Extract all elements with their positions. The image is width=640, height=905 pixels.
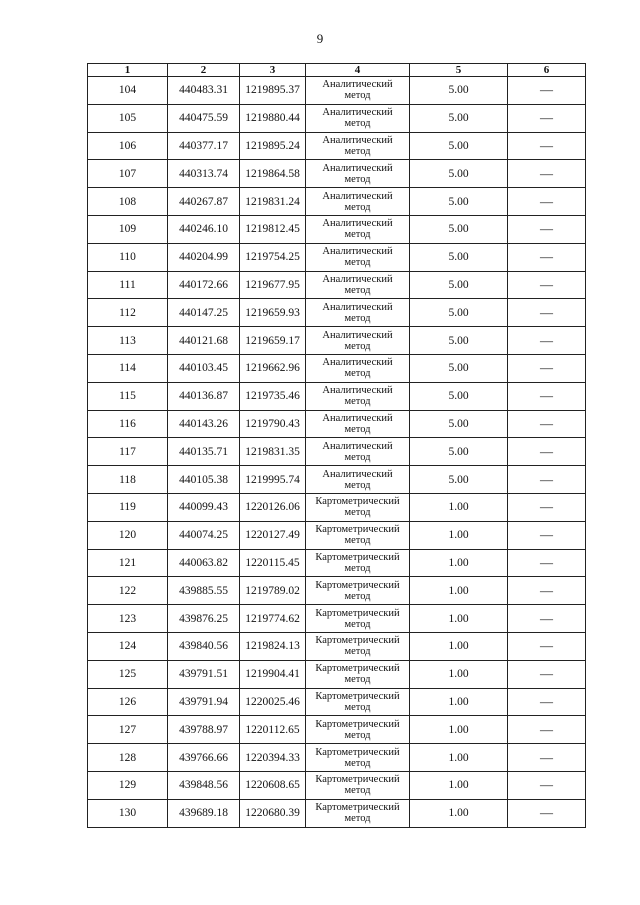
accuracy-cell: 5.00 <box>410 466 508 494</box>
method-line-2: метод <box>344 813 371 825</box>
method-line-2: метод <box>344 562 371 574</box>
table-row <box>88 521 586 549</box>
method-line-1: Аналитический <box>322 107 393 119</box>
table-row <box>88 438 586 466</box>
table-row <box>88 410 586 438</box>
accuracy-cell: 1.00 <box>410 521 508 549</box>
accuracy-cell: 5.00 <box>410 410 508 438</box>
method-line-2: метод <box>344 479 371 491</box>
method-line-1: Картометрический <box>315 496 400 508</box>
note-cell: — <box>508 410 586 438</box>
method-cell <box>306 410 410 438</box>
method-line-2: метод <box>344 451 371 463</box>
x-coordinate-cell: 439885.55 <box>168 577 240 605</box>
accuracy-cell: 1.00 <box>410 660 508 688</box>
method-cell <box>306 160 410 188</box>
table-row <box>88 271 586 299</box>
y-coordinate-cell: 1219895.24 <box>240 132 306 160</box>
method-line-2: метод <box>344 201 371 213</box>
accuracy-cell: 1.00 <box>410 744 508 772</box>
method-cell <box>306 215 410 243</box>
x-coordinate-cell: 440103.45 <box>168 354 240 382</box>
point-number-cell: 130 <box>88 799 168 827</box>
y-coordinate-cell: 1219677.95 <box>240 271 306 299</box>
note-cell: — <box>508 77 586 105</box>
table-row <box>88 215 586 243</box>
note-cell: — <box>508 327 586 355</box>
y-coordinate-cell: 1219895.37 <box>240 77 306 105</box>
note-cell: — <box>508 716 586 744</box>
table-header-row <box>88 64 586 77</box>
table-row <box>88 160 586 188</box>
y-coordinate-cell: 1219662.96 <box>240 354 306 382</box>
method-line-1: Картометрический <box>315 579 400 591</box>
table-row <box>88 744 586 772</box>
method-cell <box>306 354 410 382</box>
method-cell <box>306 771 410 799</box>
method-cell <box>306 799 410 827</box>
x-coordinate-cell: 439876.25 <box>168 605 240 633</box>
method-line-2: метод <box>344 674 371 686</box>
accuracy-cell: 5.00 <box>410 104 508 132</box>
point-number-cell: 113 <box>88 327 168 355</box>
accuracy-cell: 5.00 <box>410 354 508 382</box>
method-cell <box>306 132 410 160</box>
point-number-cell: 128 <box>88 744 168 772</box>
method-cell <box>306 549 410 577</box>
accuracy-cell: 1.00 <box>410 549 508 577</box>
x-coordinate-cell: 440267.87 <box>168 188 240 216</box>
table-row <box>88 660 586 688</box>
accuracy-cell: 5.00 <box>410 160 508 188</box>
point-number-cell: 129 <box>88 771 168 799</box>
method-cell <box>306 493 410 521</box>
accuracy-cell: 5.00 <box>410 215 508 243</box>
note-cell: — <box>508 466 586 494</box>
column-header-3: 3 <box>240 64 306 77</box>
note-cell: — <box>508 132 586 160</box>
table-row <box>88 577 586 605</box>
table-row <box>88 188 586 216</box>
y-coordinate-cell: 1219754.25 <box>240 243 306 271</box>
method-line-1: Картометрический <box>315 802 400 814</box>
accuracy-cell: 1.00 <box>410 799 508 827</box>
y-coordinate-cell: 1219831.24 <box>240 188 306 216</box>
x-coordinate-cell: 439788.97 <box>168 716 240 744</box>
y-coordinate-cell: 1219735.46 <box>240 382 306 410</box>
y-coordinate-cell: 1219789.02 <box>240 577 306 605</box>
column-header-4: 4 <box>306 64 410 77</box>
method-line-1: Картометрический <box>315 551 400 563</box>
table-row <box>88 104 586 132</box>
table-row <box>88 688 586 716</box>
point-number-cell: 117 <box>88 438 168 466</box>
method-line-1: Картометрический <box>315 663 400 675</box>
note-cell: — <box>508 104 586 132</box>
note-cell: — <box>508 382 586 410</box>
y-coordinate-cell: 1219790.43 <box>240 410 306 438</box>
note-cell: — <box>508 299 586 327</box>
x-coordinate-cell: 440147.25 <box>168 299 240 327</box>
method-cell <box>306 660 410 688</box>
y-coordinate-cell: 1219831.35 <box>240 438 306 466</box>
y-coordinate-cell: 1220126.06 <box>240 493 306 521</box>
method-line-1: Аналитический <box>322 329 393 341</box>
method-cell <box>306 77 410 105</box>
point-number-cell: 119 <box>88 493 168 521</box>
method-line-1: Картометрический <box>315 607 400 619</box>
point-number-cell: 114 <box>88 354 168 382</box>
x-coordinate-cell: 439848.56 <box>168 771 240 799</box>
method-line-2: метод <box>344 118 371 130</box>
method-line-2: метод <box>344 229 371 241</box>
y-coordinate-cell: 1219904.41 <box>240 660 306 688</box>
point-number-cell: 106 <box>88 132 168 160</box>
method-line-2: метод <box>344 590 371 602</box>
method-line-2: метод <box>344 368 371 380</box>
method-line-2: метод <box>344 535 371 547</box>
table-row <box>88 771 586 799</box>
accuracy-cell: 5.00 <box>410 438 508 466</box>
point-number-cell: 116 <box>88 410 168 438</box>
table-row <box>88 243 586 271</box>
y-coordinate-cell: 1219659.93 <box>240 299 306 327</box>
method-cell <box>306 466 410 494</box>
x-coordinate-cell: 439689.18 <box>168 799 240 827</box>
method-cell <box>306 438 410 466</box>
table-row <box>88 605 586 633</box>
method-line-1: Аналитический <box>322 246 393 258</box>
method-line-2: метод <box>344 284 371 296</box>
x-coordinate-cell: 440483.31 <box>168 77 240 105</box>
method-line-2: метод <box>344 785 371 797</box>
point-number-cell: 120 <box>88 521 168 549</box>
method-line-1: Картометрический <box>315 774 400 786</box>
method-line-2: метод <box>344 646 371 658</box>
column-header-1: 1 <box>88 64 168 77</box>
accuracy-cell: 1.00 <box>410 493 508 521</box>
y-coordinate-cell: 1220025.46 <box>240 688 306 716</box>
y-coordinate-cell: 1220680.39 <box>240 799 306 827</box>
x-coordinate-cell: 440121.68 <box>168 327 240 355</box>
y-coordinate-cell: 1220127.49 <box>240 521 306 549</box>
method-cell <box>306 521 410 549</box>
accuracy-cell: 5.00 <box>410 188 508 216</box>
method-cell <box>306 632 410 660</box>
note-cell: — <box>508 577 586 605</box>
note-cell: — <box>508 160 586 188</box>
y-coordinate-cell: 1220608.65 <box>240 771 306 799</box>
point-number-cell: 122 <box>88 577 168 605</box>
coordinates-table <box>87 63 586 828</box>
point-number-cell: 126 <box>88 688 168 716</box>
method-cell <box>306 577 410 605</box>
note-cell: — <box>508 188 586 216</box>
point-number-cell: 127 <box>88 716 168 744</box>
method-cell <box>306 716 410 744</box>
y-coordinate-cell: 1219880.44 <box>240 104 306 132</box>
accuracy-cell: 5.00 <box>410 243 508 271</box>
x-coordinate-cell: 440246.10 <box>168 215 240 243</box>
method-cell <box>306 605 410 633</box>
table-row <box>88 77 586 105</box>
point-number-cell: 115 <box>88 382 168 410</box>
page-number: 9 <box>316 31 324 46</box>
method-cell <box>306 688 410 716</box>
point-number-cell: 124 <box>88 632 168 660</box>
table-row <box>88 632 586 660</box>
method-cell <box>306 271 410 299</box>
point-number-cell: 108 <box>88 188 168 216</box>
note-cell: — <box>508 744 586 772</box>
table-row <box>88 327 586 355</box>
y-coordinate-cell: 1219995.74 <box>240 466 306 494</box>
x-coordinate-cell: 440204.99 <box>168 243 240 271</box>
point-number-cell: 105 <box>88 104 168 132</box>
x-coordinate-cell: 439766.66 <box>168 744 240 772</box>
x-coordinate-cell: 440099.43 <box>168 493 240 521</box>
method-line-1: Аналитический <box>322 301 393 313</box>
point-number-cell: 121 <box>88 549 168 577</box>
method-line-2: метод <box>344 396 371 408</box>
note-cell: — <box>508 493 586 521</box>
note-cell: — <box>508 771 586 799</box>
column-header-5: 5 <box>410 64 508 77</box>
method-line-2: метод <box>344 757 371 769</box>
method-cell <box>306 382 410 410</box>
y-coordinate-cell: 1219659.17 <box>240 327 306 355</box>
note-cell: — <box>508 215 586 243</box>
point-number-cell: 111 <box>88 271 168 299</box>
x-coordinate-cell: 440063.82 <box>168 549 240 577</box>
accuracy-cell: 1.00 <box>410 688 508 716</box>
x-coordinate-cell: 440143.26 <box>168 410 240 438</box>
note-cell: — <box>508 521 586 549</box>
note-cell: — <box>508 438 586 466</box>
table-row <box>88 382 586 410</box>
note-cell: — <box>508 354 586 382</box>
accuracy-cell: 1.00 <box>410 716 508 744</box>
method-line-2: метод <box>344 423 371 435</box>
method-line-2: метод <box>344 312 371 324</box>
method-line-1: Аналитический <box>322 412 393 424</box>
point-number-cell: 104 <box>88 77 168 105</box>
method-cell <box>306 299 410 327</box>
point-number-cell: 109 <box>88 215 168 243</box>
note-cell: — <box>508 605 586 633</box>
table-row <box>88 799 586 827</box>
method-line-2: метод <box>344 507 371 519</box>
table-row <box>88 466 586 494</box>
method-line-1: Аналитический <box>322 79 393 91</box>
accuracy-cell: 1.00 <box>410 577 508 605</box>
y-coordinate-cell: 1219824.13 <box>240 632 306 660</box>
note-cell: — <box>508 549 586 577</box>
x-coordinate-cell: 440136.87 <box>168 382 240 410</box>
x-coordinate-cell: 439791.51 <box>168 660 240 688</box>
note-cell: — <box>508 688 586 716</box>
column-header-2: 2 <box>168 64 240 77</box>
method-line-2: метод <box>344 145 371 157</box>
method-line-1: Картометрический <box>315 746 400 758</box>
x-coordinate-cell: 440105.38 <box>168 466 240 494</box>
method-cell <box>306 104 410 132</box>
accuracy-cell: 5.00 <box>410 299 508 327</box>
x-coordinate-cell: 439791.94 <box>168 688 240 716</box>
y-coordinate-cell: 1219812.45 <box>240 215 306 243</box>
table-row <box>88 354 586 382</box>
accuracy-cell: 1.00 <box>410 771 508 799</box>
x-coordinate-cell: 440313.74 <box>168 160 240 188</box>
method-line-1: Аналитический <box>322 134 393 146</box>
method-line-2: метод <box>344 340 371 352</box>
column-header-6: 6 <box>508 64 586 77</box>
table-row <box>88 549 586 577</box>
method-cell <box>306 327 410 355</box>
method-line-1: Аналитический <box>322 218 393 230</box>
method-line-1: Картометрический <box>315 718 400 730</box>
table-row <box>88 132 586 160</box>
x-coordinate-cell: 440475.59 <box>168 104 240 132</box>
method-line-1: Картометрический <box>315 635 400 647</box>
point-number-cell: 110 <box>88 243 168 271</box>
method-line-1: Картометрический <box>315 690 400 702</box>
accuracy-cell: 5.00 <box>410 271 508 299</box>
x-coordinate-cell: 439840.56 <box>168 632 240 660</box>
method-line-1: Картометрический <box>315 524 400 536</box>
accuracy-cell: 5.00 <box>410 327 508 355</box>
point-number-cell: 112 <box>88 299 168 327</box>
x-coordinate-cell: 440172.66 <box>168 271 240 299</box>
method-line-2: метод <box>344 257 371 269</box>
note-cell: — <box>508 271 586 299</box>
method-line-1: Аналитический <box>322 440 393 452</box>
method-cell <box>306 188 410 216</box>
accuracy-cell: 5.00 <box>410 77 508 105</box>
table-row <box>88 716 586 744</box>
method-cell <box>306 744 410 772</box>
point-number-cell: 118 <box>88 466 168 494</box>
note-cell: — <box>508 799 586 827</box>
point-number-cell: 123 <box>88 605 168 633</box>
y-coordinate-cell: 1220115.45 <box>240 549 306 577</box>
accuracy-cell: 1.00 <box>410 632 508 660</box>
method-cell <box>306 243 410 271</box>
method-line-1: Аналитический <box>322 468 393 480</box>
y-coordinate-cell: 1220394.33 <box>240 744 306 772</box>
method-line-1: Аналитический <box>322 385 393 397</box>
y-coordinate-cell: 1220112.65 <box>240 716 306 744</box>
y-coordinate-cell: 1219864.58 <box>240 160 306 188</box>
x-coordinate-cell: 440135.71 <box>168 438 240 466</box>
accuracy-cell: 5.00 <box>410 132 508 160</box>
point-number-cell: 125 <box>88 660 168 688</box>
method-line-1: Аналитический <box>322 190 393 202</box>
note-cell: — <box>508 660 586 688</box>
x-coordinate-cell: 440377.17 <box>168 132 240 160</box>
point-number-cell: 107 <box>88 160 168 188</box>
accuracy-cell: 1.00 <box>410 605 508 633</box>
method-line-1: Аналитический <box>322 357 393 369</box>
table-row <box>88 299 586 327</box>
method-line-2: метод <box>344 173 371 185</box>
method-line-1: Аналитический <box>322 162 393 174</box>
accuracy-cell: 5.00 <box>410 382 508 410</box>
method-line-2: метод <box>344 701 371 713</box>
method-line-1: Аналитический <box>322 273 393 285</box>
note-cell: — <box>508 632 586 660</box>
x-coordinate-cell: 440074.25 <box>168 521 240 549</box>
method-line-2: метод <box>344 729 371 741</box>
note-cell: — <box>508 243 586 271</box>
method-line-2: метод <box>344 90 371 102</box>
table-row <box>88 493 586 521</box>
method-line-2: метод <box>344 618 371 630</box>
y-coordinate-cell: 1219774.62 <box>240 605 306 633</box>
